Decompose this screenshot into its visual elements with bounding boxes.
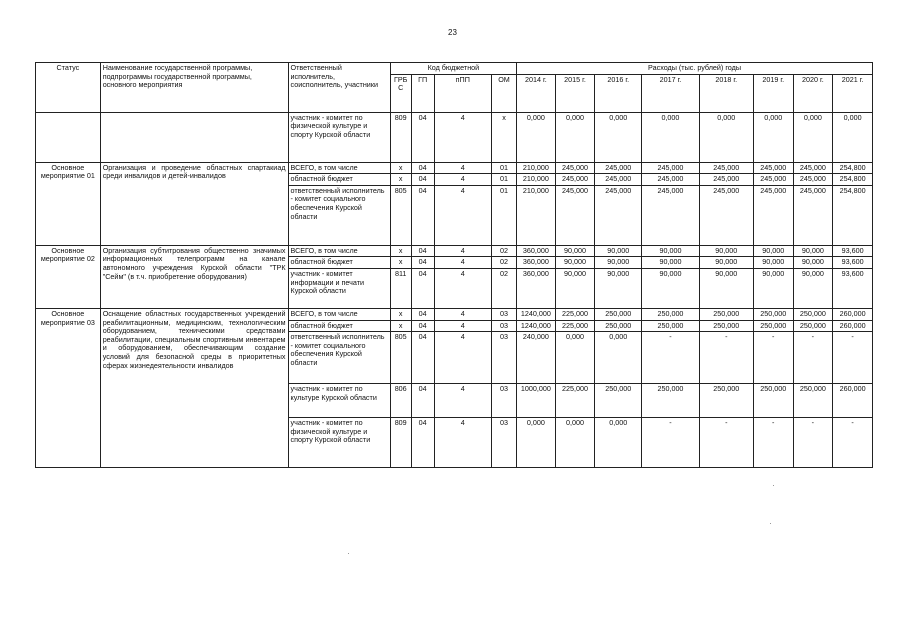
header-code-grbs: ГРБ С — [390, 74, 411, 112]
header-year: 2021 г. — [833, 74, 873, 112]
value-cell: - — [833, 418, 873, 468]
code-cell: 04 — [411, 112, 434, 162]
value-cell: 245,000 — [793, 185, 833, 245]
code-cell: 805 — [390, 332, 411, 384]
value-cell: 245,000 — [642, 162, 699, 174]
budget-table — [35, 62, 873, 468]
value-cell: 250,000 — [753, 384, 793, 418]
code-cell: 04 — [411, 268, 434, 308]
value-cell: 245,000 — [642, 174, 699, 186]
value-cell: 240,000 — [517, 332, 556, 384]
header-year: 2018 г. — [699, 74, 753, 112]
value-cell: 360,000 — [517, 257, 556, 269]
code-cell: 4 — [434, 185, 491, 245]
code-cell: 4 — [434, 245, 491, 257]
code-cell: 4 — [434, 174, 491, 186]
code-cell: 01 — [491, 162, 516, 174]
code-cell: 04 — [411, 384, 434, 418]
header-row-1 — [36, 63, 873, 75]
value-cell: 93,600 — [833, 245, 873, 257]
code-cell: 03 — [491, 320, 516, 332]
value-cell: 90,000 — [753, 257, 793, 269]
code-cell: х — [390, 308, 411, 320]
value-cell: 90,000 — [642, 268, 699, 308]
code-cell: 4 — [434, 320, 491, 332]
code-cell: 4 — [434, 418, 491, 468]
value-cell: 90,000 — [699, 268, 753, 308]
header-code-gp: ГП — [411, 74, 434, 112]
value-cell: 1240,000 — [517, 320, 556, 332]
code-cell: 04 — [411, 308, 434, 320]
value-cell: 250,000 — [595, 320, 642, 332]
value-cell: 250,000 — [793, 384, 833, 418]
code-cell: 4 — [434, 332, 491, 384]
value-cell: 245,000 — [753, 174, 793, 186]
value-cell: - — [793, 418, 833, 468]
value-cell: 0,000 — [699, 112, 753, 162]
value-cell: - — [642, 418, 699, 468]
value-cell: 210,000 — [517, 185, 556, 245]
executor-cell: участник - комитет по культуре Курской области — [288, 384, 390, 418]
value-cell: 254,800 — [833, 185, 873, 245]
code-cell: 4 — [434, 112, 491, 162]
value-cell: 90,000 — [753, 268, 793, 308]
value-cell: 250,000 — [595, 384, 642, 418]
header-name: Наименование государственной программы, подпрограммы государственной программы, основного мероприятия — [100, 63, 288, 113]
value-cell: 250,000 — [642, 320, 699, 332]
executor-cell: ВСЕГО, в том числе — [288, 245, 390, 257]
header-year: 2014 г. — [517, 74, 556, 112]
value-cell: 250,000 — [793, 320, 833, 332]
value-cell: 0,000 — [642, 112, 699, 162]
code-cell: 04 — [411, 174, 434, 186]
value-cell: 360,000 — [517, 245, 556, 257]
value-cell: 1240,000 — [517, 308, 556, 320]
table-row — [36, 245, 873, 257]
value-cell: - — [699, 332, 753, 384]
value-cell: 0,000 — [595, 112, 642, 162]
code-cell: х — [390, 245, 411, 257]
value-cell: 210,000 — [517, 174, 556, 186]
value-cell: - — [753, 332, 793, 384]
value-cell: 90,000 — [595, 257, 642, 269]
header-status: Статус — [36, 63, 101, 113]
table-row — [36, 308, 873, 320]
value-cell: 245,000 — [595, 185, 642, 245]
code-cell: 04 — [411, 418, 434, 468]
code-cell: 806 — [390, 384, 411, 418]
code-cell: х — [390, 257, 411, 269]
header-year: 2020 г. — [793, 74, 833, 112]
header-year: 2016 г. — [595, 74, 642, 112]
code-cell: х — [390, 174, 411, 186]
code-cell: 03 — [491, 332, 516, 384]
value-cell: 250,000 — [753, 320, 793, 332]
scan-speck — [773, 485, 774, 486]
status-cell: Основное мероприятие 01 — [36, 162, 101, 245]
value-cell: 0,000 — [595, 418, 642, 468]
scan-speck — [770, 523, 771, 524]
value-cell: 90,000 — [642, 257, 699, 269]
status-cell: Основное мероприятие 02 — [36, 245, 101, 308]
code-cell: 01 — [491, 185, 516, 245]
header-code-om: ОМ — [491, 74, 516, 112]
value-cell: 90,000 — [793, 268, 833, 308]
executor-cell: ВСЕГО, в том числе — [288, 162, 390, 174]
status-cell: Основное мероприятие 03 — [36, 308, 101, 467]
scan-speck — [348, 553, 349, 554]
value-cell: 90,000 — [555, 257, 595, 269]
value-cell: 93,600 — [833, 268, 873, 308]
value-cell: - — [793, 332, 833, 384]
value-cell: 225,000 — [555, 384, 595, 418]
value-cell: 250,000 — [793, 308, 833, 320]
value-cell: - — [753, 418, 793, 468]
value-cell: 250,000 — [642, 384, 699, 418]
value-cell: 90,000 — [793, 245, 833, 257]
value-cell: 0,000 — [753, 112, 793, 162]
value-cell: 1000,000 — [517, 384, 556, 418]
value-cell: 90,000 — [753, 245, 793, 257]
code-cell: 04 — [411, 320, 434, 332]
value-cell: 245,000 — [753, 185, 793, 245]
code-cell: 4 — [434, 384, 491, 418]
value-cell: 245,000 — [699, 174, 753, 186]
header-expenses: Расходы (тыс. рублей) годы — [517, 63, 873, 75]
code-cell: 04 — [411, 185, 434, 245]
value-cell: 0,000 — [555, 418, 595, 468]
code-cell: 03 — [491, 384, 516, 418]
code-cell: 02 — [491, 245, 516, 257]
code-cell: 02 — [491, 268, 516, 308]
value-cell: 0,000 — [517, 112, 556, 162]
value-cell: 225,000 — [555, 320, 595, 332]
table-row — [36, 112, 873, 162]
header-year: 2019 г. — [753, 74, 793, 112]
code-cell: х — [491, 112, 516, 162]
value-cell: 260,000 — [833, 320, 873, 332]
value-cell: 90,000 — [555, 245, 595, 257]
value-cell: 245,000 — [595, 174, 642, 186]
table-row — [36, 162, 873, 174]
header-year: 2015 г. — [555, 74, 595, 112]
value-cell: 250,000 — [699, 308, 753, 320]
code-cell: 4 — [434, 257, 491, 269]
value-cell: - — [642, 332, 699, 384]
code-cell: 809 — [390, 418, 411, 468]
value-cell: 0,000 — [793, 112, 833, 162]
value-cell: 90,000 — [699, 257, 753, 269]
value-cell: 0,000 — [517, 418, 556, 468]
code-cell: 04 — [411, 257, 434, 269]
value-cell: 90,000 — [699, 245, 753, 257]
value-cell: 245,000 — [699, 185, 753, 245]
code-cell: х — [390, 320, 411, 332]
code-cell: 805 — [390, 185, 411, 245]
code-cell: 04 — [411, 332, 434, 384]
value-cell: 245,000 — [595, 162, 642, 174]
executor-cell: участник - комитет по физической культуре и спорту Курской области — [288, 112, 390, 162]
code-cell: 4 — [434, 162, 491, 174]
page-number: 23 — [448, 28, 457, 37]
header-year: 2017 г. — [642, 74, 699, 112]
code-cell: 03 — [491, 308, 516, 320]
value-cell: 0,000 — [555, 112, 595, 162]
value-cell: - — [699, 418, 753, 468]
value-cell: 360,000 — [517, 268, 556, 308]
value-cell: 245,000 — [555, 185, 595, 245]
code-cell: х — [390, 162, 411, 174]
name-cell: Организация и проведение областных спартакиад среди инвалидов и детей-инвалидов — [100, 162, 288, 245]
value-cell: 245,000 — [555, 162, 595, 174]
name-cell — [100, 112, 288, 162]
value-cell: 245,000 — [793, 174, 833, 186]
executor-cell: ответственный исполнитель - комитет социального обеспечения Курской области — [288, 332, 390, 384]
header-budget-code: Код бюджетной — [390, 63, 516, 75]
value-cell: 0,000 — [555, 332, 595, 384]
header-responsible: Ответственный исполнитель, соисполнитель, участники — [288, 63, 390, 113]
value-cell: - — [833, 332, 873, 384]
executor-cell: участник - комитет по физической культуре и спорту Курской области — [288, 418, 390, 468]
value-cell: 254,800 — [833, 174, 873, 186]
code-cell: 04 — [411, 245, 434, 257]
name-cell: Организация субтитрования общественно значимых информационных телепрограмм на канале автономного учреждения Курской области "ТРК "Сейм" (в т.ч. приобретение оборудования) — [100, 245, 288, 308]
value-cell: 225,000 — [555, 308, 595, 320]
code-cell: 4 — [434, 308, 491, 320]
executor-cell: участник - комитет информации и печати Курской области — [288, 268, 390, 308]
value-cell: 250,000 — [699, 384, 753, 418]
value-cell: 260,000 — [833, 384, 873, 418]
code-cell: 01 — [491, 174, 516, 186]
value-cell: 90,000 — [595, 268, 642, 308]
value-cell: 90,000 — [642, 245, 699, 257]
value-cell: 245,000 — [642, 185, 699, 245]
value-cell: 210,000 — [517, 162, 556, 174]
value-cell: 245,000 — [555, 174, 595, 186]
value-cell: 245,000 — [793, 162, 833, 174]
value-cell: 254,800 — [833, 162, 873, 174]
value-cell: 90,000 — [555, 268, 595, 308]
value-cell: 245,000 — [699, 162, 753, 174]
value-cell: 250,000 — [753, 308, 793, 320]
value-cell: 260,000 — [833, 308, 873, 320]
status-cell — [36, 112, 101, 162]
code-cell: 4 — [434, 268, 491, 308]
code-cell: 811 — [390, 268, 411, 308]
value-cell: 250,000 — [699, 320, 753, 332]
value-cell: 90,000 — [793, 257, 833, 269]
executor-cell: областной бюджет — [288, 257, 390, 269]
value-cell: 93,600 — [833, 257, 873, 269]
executor-cell: областной бюджет — [288, 320, 390, 332]
code-cell: 03 — [491, 418, 516, 468]
executor-cell: ВСЕГО, в том числе — [288, 308, 390, 320]
name-cell: Оснащение областных государственных учреждений реабилитационным, медицинским, технологическим оборудованием, техническими средствами реабилитации, специальным спортивным инвентарем и оборудованием, обеспечивающим создание условий для безопасной среды в приоритетных сферах жизнедеятельности инвалидов — [100, 308, 288, 467]
code-cell: 04 — [411, 162, 434, 174]
code-cell: 809 — [390, 112, 411, 162]
code-cell: 02 — [491, 257, 516, 269]
value-cell: 90,000 — [595, 245, 642, 257]
value-cell: 245,000 — [753, 162, 793, 174]
executor-cell: ответственный исполнитель - комитет социального обеспечения Курской области — [288, 185, 390, 245]
value-cell: 250,000 — [595, 308, 642, 320]
value-cell: 0,000 — [595, 332, 642, 384]
value-cell: 250,000 — [642, 308, 699, 320]
header-code-ppp: пПП — [434, 74, 491, 112]
executor-cell: областной бюджет — [288, 174, 390, 186]
value-cell: 0,000 — [833, 112, 873, 162]
